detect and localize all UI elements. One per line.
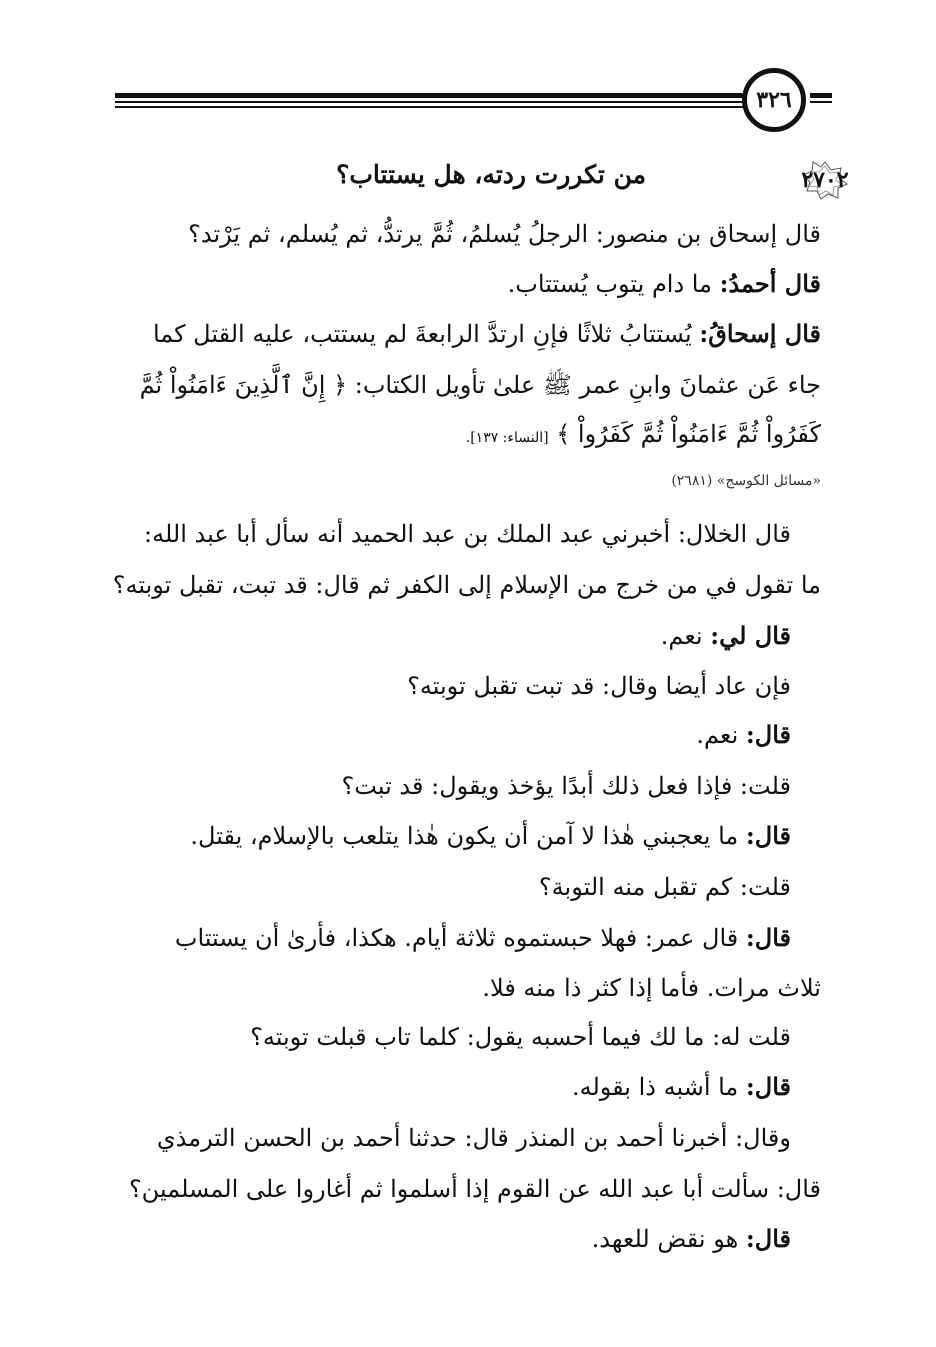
header-rule-right-2 [810,101,832,103]
line-text: ما دام يتوب يُستتاب. [507,270,720,298]
speaker-label: قال إسحاقُ: [699,319,821,348]
text-line [507,269,821,298]
text-line: فإن عاد أيضا وقال: قد تبت تقبل توبته؟ [407,672,791,700]
line-text: يُستتابُ ثلاثًا فإنِ ارتدَّ الرابعةَ لم يستتب، عليه القتل كما [152,320,700,348]
speaker-label: قال: [745,1072,791,1101]
text-line: وقال: أخبرنا أحمد بن المنذر قال: حدثنا أحمد بن الحسن الترمذي [156,1124,791,1152]
verse-text: كَفَرُواْ ثُمَّ ءَامَنُواْ ثُمَّ كَفَرُواْ ﴾ [556,420,821,448]
line-text: قال عمر: فهلا حبستموه ثلاثة أيام. هكذا، فأرىٰ أن يستتاب [174,924,746,952]
text-line [174,923,791,952]
header-rule-thin [115,101,743,103]
verse-reference: [النساء: ١٣٧]. [465,430,549,446]
text-line: قلت: كم تقبل منه التوبة؟ [538,873,791,901]
header-rule-right [810,93,832,98]
text-line: قال: سألت أبا عبد الله عن القوم إذا أسلموا ثم أغاروا على المسلمين؟ [128,1175,821,1203]
text-line [660,621,791,650]
section-number-badge [800,160,850,200]
speaker-label: قال لي: [710,621,791,650]
text-line: ما تقول في من خرج من الإسلام إلى الكفر ثم قال: قد تبت، تقبل توبته؟ [112,571,821,599]
header-rule-thick [115,93,743,98]
text-line [152,319,821,348]
page-number: ٣٢٦ [742,68,806,132]
section-title: من تكررت ردته، هل يستتاب؟ [336,160,646,189]
text-line: قال إسحاق بن منصور: الرجلُ يُسلمُ، ثُمَّ يرتدُّ، ثم يُسلم، ثم يَرْتد؟ [188,220,821,248]
speaker-label: قال: [745,923,791,952]
line-text: هو نقض للعهد. [591,1225,746,1253]
speaker-label: قال أحمدُ: [719,269,821,298]
speaker-label: قال: [745,1224,791,1253]
source-citation: «مسائل الكوسج» (٢٦٨١) [671,473,821,489]
speaker-label: قال: [745,821,791,850]
text-line: جاء عَن عثمانَ وابنِ عمر ﷺ علىٰ تأويل الكتاب: ﴿ إِنَّ ٱلَّذِينَ ءَامَنُواْ ثُمَّ [139,371,821,399]
line-text: ما أشبه ذا بقوله. [571,1073,746,1101]
line-text: نعم. [660,622,711,650]
speaker-label: قال: [745,720,791,749]
text-line [190,821,791,850]
text-line [696,720,791,749]
line-text: ما يعجبني هٰذا لا آمن أن يكون هٰذا يتلعب بالإسلام، يقتل. [190,822,746,850]
text-line: قلت: فإذا فعل ذلك أبدًا يؤخذ ويقول: قد تبت؟ [341,772,791,800]
text-line: ثلاث مرات. فأما إذا كثر ذا منه فلا. [482,974,821,1002]
section-number: ٢٧٠٢ [801,167,849,193]
line-text: نعم. [696,721,746,749]
text-line: قال الخلال: أخبرني عبد الملك بن عبد الحميد أنه سأل أبا عبد الله: [143,520,791,548]
header-rule-thin-2 [115,106,743,108]
text-line [591,1224,791,1253]
text-line: قلت له: ما لك فيما أحسبه يقول: كلما تاب قبلت توبته؟ [250,1023,791,1051]
text-line [571,1072,791,1101]
verse-line [466,422,821,446]
